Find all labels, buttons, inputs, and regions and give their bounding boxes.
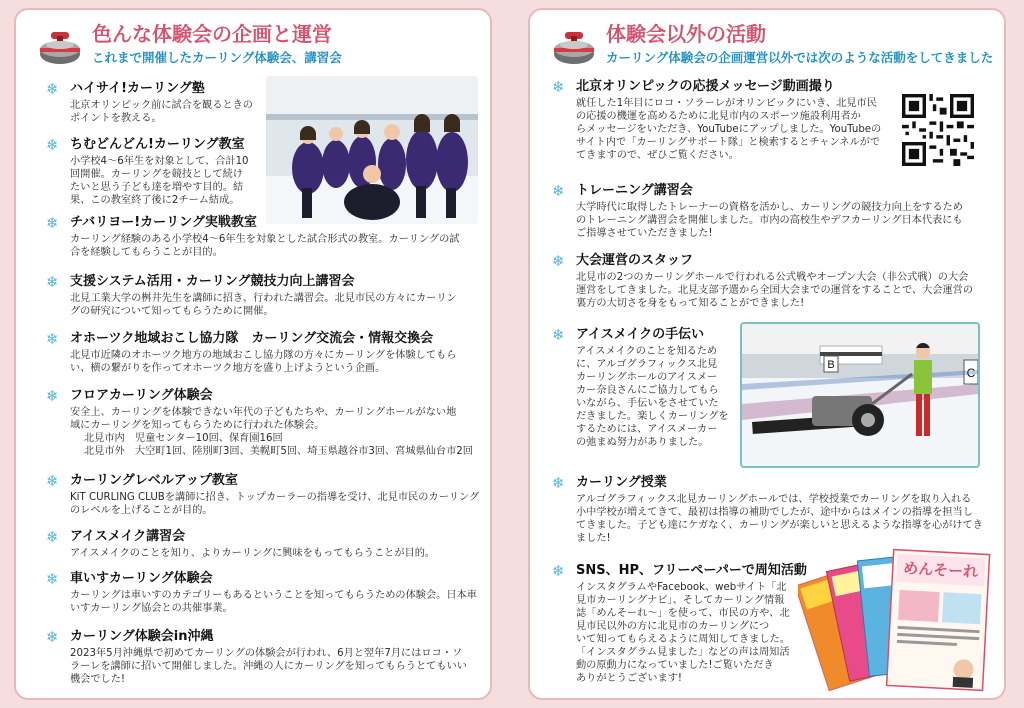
group-photo — [266, 76, 478, 224]
body-line: 就任した1年目にロコ・ソラーレがオリンピックにいき、北見市民 — [576, 98, 877, 109]
snowflake-icon: ❄ — [46, 472, 59, 490]
body-line: 北見市の2つのカーリングホールで行われる公式戦やオープン大会（非公式戦）の大会 — [576, 272, 969, 283]
body-line: 裏方の大切さを身をもって知ることができました! — [576, 298, 805, 309]
snowflake-icon: ❄ — [46, 387, 59, 405]
snowflake-icon: ❄ — [46, 330, 59, 348]
section-body — [576, 271, 973, 310]
body-line: 北見工業大学の桝井先生を講師に招き、行われた講習会。北見市民の方々にカーリン — [70, 293, 457, 304]
section-body — [70, 647, 467, 686]
snowflake-icon: ❄ — [552, 562, 565, 580]
sign-b: B — [827, 359, 835, 371]
section-body — [576, 581, 790, 685]
body-line: インスタグラムやFacebook、webサイト「北 — [576, 582, 787, 593]
page-title: 体験会以外の活動 — [606, 22, 766, 46]
body-line: KiT CURLING CLUBを講師に招き、トップカーラーの指導を受け、北見市民のカーリング — [70, 492, 480, 503]
body-line: 小中学校が増えてきて、最初は指導の補助でしたが、途中からはメインの指導を担当し — [576, 507, 973, 518]
body-line: てきますので、ぜひご覧ください。 — [576, 150, 739, 161]
body-line: ポイントを教える。 — [70, 113, 162, 124]
body-line: するためには、アイスメーカー — [576, 424, 718, 435]
body-line: 大学時代に取得したトレーナーの資格を活かし、カーリングの競技力向上をするため — [576, 202, 963, 213]
section-title: カーリング授業 — [576, 475, 667, 490]
body-line: ご指導させていただきました! — [576, 228, 713, 239]
section-title: カーリング体験会in沖縄 — [70, 629, 214, 644]
body-line: ラーレを講師に招いて開催しました。沖縄の人にカーリングを知ってもらうとてもいい — [70, 661, 467, 672]
body-line: いながら、手伝いをさせていた — [576, 398, 719, 409]
page-title: 色んな体験会の企画と運営 — [92, 22, 332, 46]
section-title: カーリングレベルアップ教室 — [70, 473, 238, 488]
body-line: カーリング経験のある小学校4～6年生を対象とした試合形式の教室。カーリングの試 — [70, 234, 460, 245]
sign-c: C — [966, 366, 976, 380]
section-title: 車いすカーリング体験会 — [70, 571, 213, 586]
section-body — [70, 406, 473, 458]
body-line: カーリングホールのアイスメー — [576, 372, 718, 383]
section-title: アイスメイク講習会 — [70, 529, 186, 544]
body-line: 「インスタグラム見ました」などの声は周知活 — [576, 647, 790, 658]
body-line: の弛まぬ努力がありました。 — [576, 437, 709, 448]
body-line: だきました。楽しくカーリングを — [576, 411, 729, 422]
left-panel — [14, 8, 492, 700]
section-title: 支援システム活用・カーリング競技力向上講習会 — [70, 274, 355, 289]
section-body — [70, 589, 477, 615]
section-body — [70, 233, 460, 259]
body-line: グの研究について知ってもらうために開催。 — [70, 306, 274, 317]
ice-make-photo — [740, 322, 980, 468]
section-title: 大会運営のスタッフ — [576, 253, 694, 268]
body-line: 北見市内 児童センター10回、保育園16回 — [84, 433, 283, 444]
snowflake-icon: ❄ — [46, 528, 59, 546]
section-body — [70, 547, 435, 560]
body-line: アイスメイクのことを知るため — [576, 346, 718, 357]
section-title: 北京オリンピックの応援メッセージ動画撮り — [576, 79, 835, 94]
snowflake-icon: ❄ — [46, 570, 59, 588]
body-line: 域にカーリングを知ってもらうために行われた体験会。 — [70, 420, 325, 431]
body-line: カーリングは車いすのカテゴリーもあるということを知ってもらうための体験会。日本車 — [70, 590, 477, 601]
snowflake-icon: ❄ — [46, 273, 59, 291]
snowflake-icon: ❄ — [46, 214, 59, 232]
right-header — [542, 18, 1002, 72]
body-line: 誌「めんそーれ～」を使って、市民の方や、北 — [576, 608, 790, 619]
section-body — [70, 349, 456, 375]
body-line: たいと思う子ども達を増やす目的。結 — [70, 182, 244, 193]
body-line: 2023年5月沖縄県で初めてカーリングの体験会が行われ、6月と翌年7月にはロコ・ソ — [70, 648, 463, 659]
section-body — [70, 292, 457, 318]
body-line: 運営をしてきました。北見支部予選から全国大会までの運営をすることで、大会運営の — [576, 285, 974, 296]
body-line: アルゴグラフィックス北見カーリングホールでは、学校授業でカーリングを取り入れる — [576, 494, 972, 505]
body-line: 北見市近隣のオホーツク地方の地域おこし協力隊の方々にカーリングを体験してもら — [70, 350, 457, 361]
snowflake-icon: ❄ — [552, 252, 565, 270]
curling-stone-icon — [552, 30, 596, 66]
body-line: 小学校4～6年生を対象として、合計10 — [70, 156, 249, 167]
section-body — [576, 493, 983, 545]
body-line: 果、この教室終了後に2チーム結成。 — [70, 195, 240, 206]
magazine-title: めんそーれ — [902, 559, 979, 582]
body-line: い、横の繋がりを作ってオホーツク地方を盛り上げようという企画。 — [70, 363, 386, 374]
snowflake-icon: ❄ — [46, 628, 59, 646]
section-title: トレーニング講習会 — [576, 183, 693, 198]
section-title: ハイサイ!カーリング塾 — [70, 81, 205, 96]
body-line: に、アルゴグラフィックス北見 — [576, 359, 718, 370]
body-line: アイスメイクのことを知り、よりカーリングに興味をもってもらうことが目的。 — [70, 548, 436, 559]
section-body — [70, 491, 479, 517]
body-line: 回開催。カーリングを競技として続け — [70, 169, 243, 180]
body-line: のレベルを上げることが目的。 — [70, 505, 213, 516]
body-line: らメッセージをいただき、YouTubeにアップしました。YouTubeの — [576, 124, 882, 135]
section-body — [70, 99, 253, 125]
snowflake-icon: ❄ — [552, 182, 565, 200]
section-body — [576, 97, 881, 162]
right-panel — [528, 8, 1006, 700]
snowflake-icon: ❄ — [552, 474, 565, 492]
section-title: オホーツク地域おこし協力隊 カーリング交流会・情報交換会 — [70, 331, 434, 346]
snowflake-icon: ❄ — [46, 136, 59, 154]
section-title: アイスメイクの手伝い — [576, 327, 705, 342]
body-line: 見市カーリングナビ」、そしてカーリング情報 — [576, 595, 785, 606]
section-body — [576, 201, 963, 240]
section-body — [70, 155, 249, 207]
body-line: てきました。子ども達にケガなく、カーリングが楽しいと思えるような指導を心がけてき — [576, 520, 983, 531]
section-title: ちむどんどん!カーリング教室 — [70, 137, 245, 152]
page-subtitle: カーリング体験会の企画運営以外では次のような活動をしてきました — [606, 50, 994, 65]
section-body — [576, 345, 729, 449]
body-line: ました! — [576, 533, 611, 544]
body-line: 動の原動力になっていました!ご覧いただき — [576, 660, 774, 671]
body-line: の応援の機運を高めるために北見市内のスポーツ施設利用者か — [576, 111, 861, 122]
magazines-photo — [798, 542, 994, 694]
body-line: いて知ってもらえるように周知してきました。 — [576, 634, 790, 645]
section-title: フロアカーリング体験会 — [70, 388, 213, 403]
page-subtitle: これまで開催したカーリング体験会、講習会 — [92, 50, 342, 65]
curling-stone-icon — [38, 30, 82, 66]
snowflake-icon: ❄ — [552, 326, 565, 344]
snowflake-icon: ❄ — [552, 78, 565, 96]
section-title: SNS、HP、フリーペーパーで周知活動 — [576, 563, 807, 578]
body-line: 北京オリンピック前に試合を観るときの — [70, 100, 253, 111]
body-line: 見市民以外の方に北見市のカーリングにつ — [576, 621, 770, 632]
snowflake-icon: ❄ — [46, 80, 59, 98]
body-line: サイト内で「カーリングサポート隊」と検索するとチャンネルがで — [576, 137, 881, 148]
body-line: ありがとうございます! — [576, 673, 682, 684]
body-line: 北見市外 大空町1回、陸別町3回、美幌町5回、埼玉県越谷市3回、宮城県仙台市2回 — [84, 446, 473, 457]
body-line: いすカーリング協会との共催事業。 — [70, 603, 233, 614]
qr-code[interactable] — [902, 94, 974, 166]
body-line: カー奈良さんにご協力してもら — [576, 385, 719, 396]
body-line: のトレーニング講習会を開催しました。市内の高校生やデフカーリング日本代表にも — [576, 215, 963, 226]
left-header — [28, 18, 488, 72]
body-line: 安全上、カーリングを体験できない年代の子どもたちや、カーリングホールがない地 — [70, 407, 457, 418]
body-line: 合を経験してもらうことが目的。 — [70, 247, 223, 258]
section-title: チバリヨー!カーリング実戦教室 — [70, 215, 257, 230]
body-line: 機会でした! — [70, 674, 126, 685]
